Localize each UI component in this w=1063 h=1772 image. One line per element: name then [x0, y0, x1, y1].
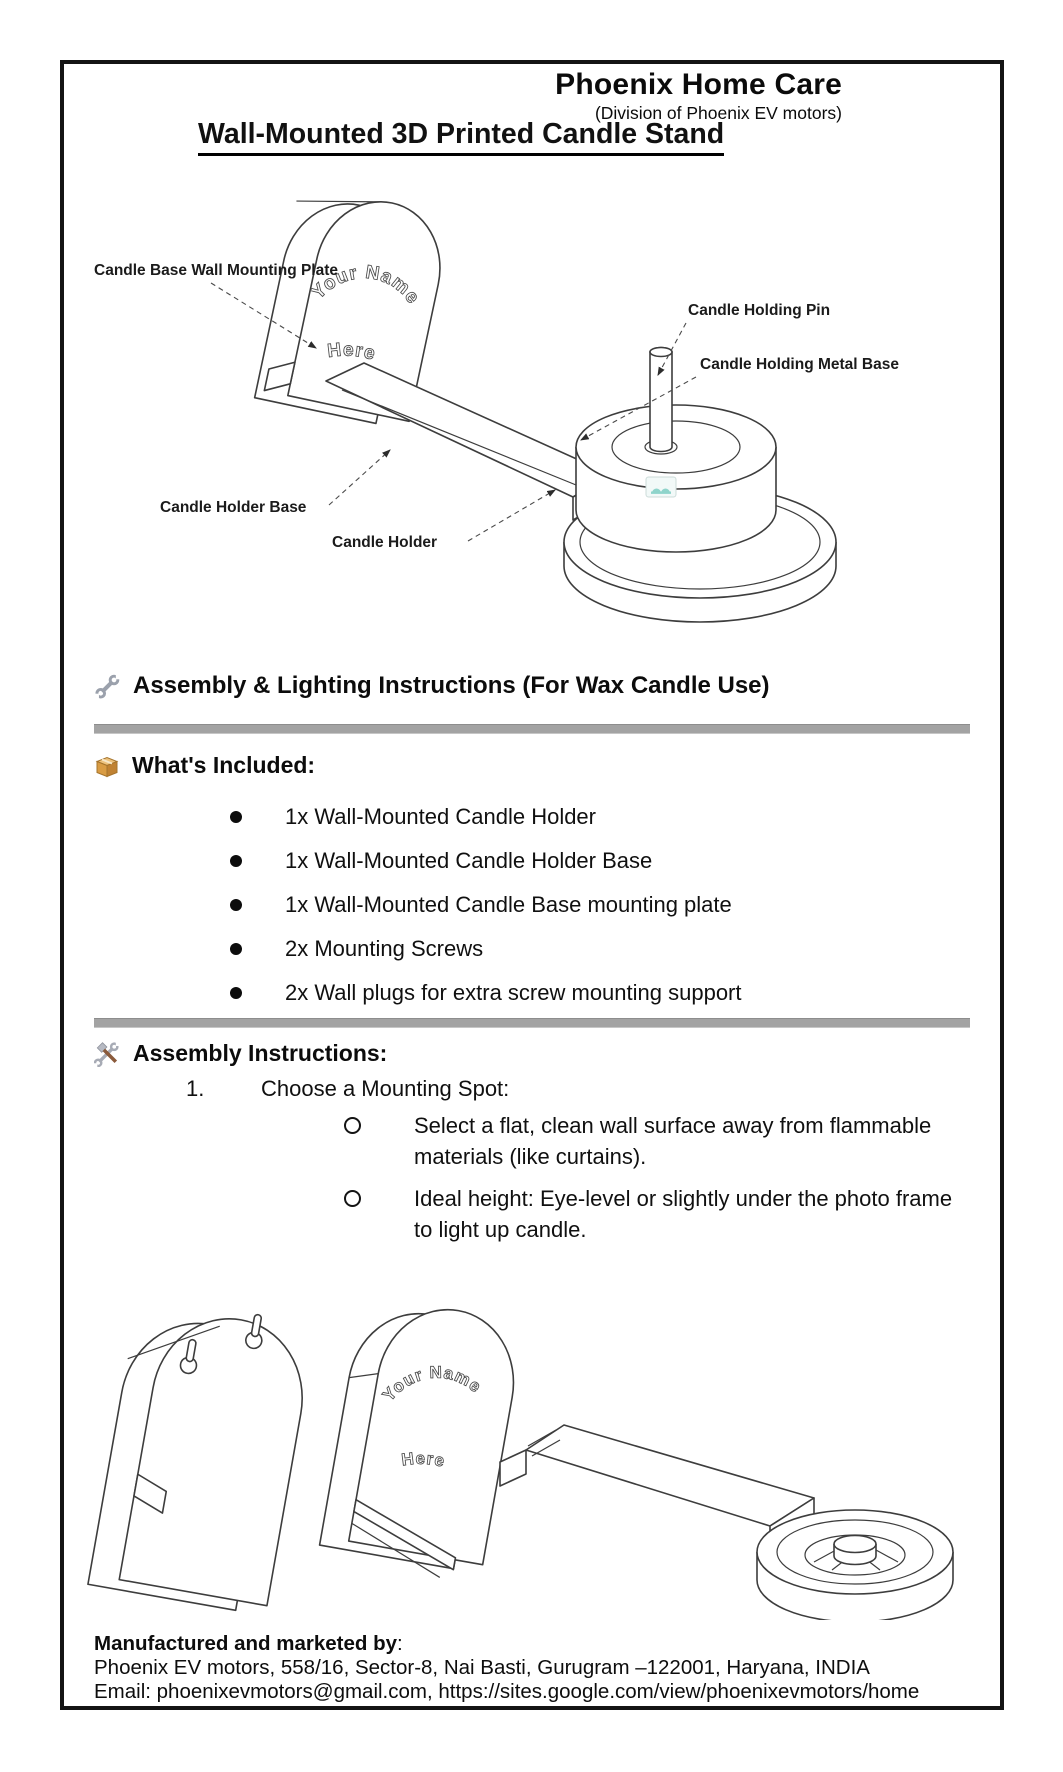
page-border-frame [60, 60, 1004, 1710]
circle-bullet-icon [344, 1190, 361, 1207]
document-title: Wall-Mounted 3D Printed Candle Stand [198, 118, 724, 156]
list-item: 2x Wall plugs for extra screw mounting support [230, 980, 742, 1006]
parts-exploded-diagram [70, 1250, 1000, 1620]
bullet-icon [230, 987, 242, 999]
footer-made-by-line: Manufactured and marketed by: [94, 1632, 403, 1655]
section-divider [94, 1018, 970, 1028]
bullet-icon [230, 855, 242, 867]
brand-subtitle: (Division of Phoenix EV motors) [594, 103, 842, 123]
assembly-instructions-heading: Assembly Instructions: [133, 1040, 388, 1066]
holding-pin-drawing [650, 348, 672, 452]
arm-and-holder-drawing [500, 1425, 953, 1620]
list-item: 1x Wall-Mounted Candle Holder Base [230, 848, 742, 874]
hammer-wrench-icon [94, 1040, 121, 1067]
list-item: 2x Mounting Screws [230, 936, 742, 962]
footer-contact-line: Email: phoenixevmotors@gmail.com, https://sites.google.com/view/phoenixevmotors/home [94, 1680, 920, 1703]
wrench-icon [94, 673, 121, 700]
name-plate-drawing [318, 1294, 526, 1584]
label-holding-pin: Candle Holding Pin [688, 302, 831, 319]
bullet-icon [230, 899, 242, 911]
whats-included-heading-row [94, 752, 315, 779]
brand-header [555, 68, 842, 124]
package-icon [94, 753, 120, 779]
footer-address-line: Phoenix EV motors, 558/16, Sector-8, Nai Basti, Gurugram –122001, Haryana, INDIA [94, 1656, 870, 1679]
list-item: 1x Wall-Mounted Candle Holder [230, 804, 742, 830]
embossed-here-text: Here [326, 339, 379, 365]
back-plate-drawing [88, 1294, 316, 1616]
substep-item: Ideal height: Eye-level or slightly under the photo frame to light up candle. [414, 1183, 959, 1245]
list-item: 1x Wall-Mounted Candle Base mounting plate [230, 892, 742, 918]
bullet-icon [230, 943, 242, 955]
label-mounting-plate: Candle Base Wall Mounting Plate [94, 262, 339, 279]
holder-base-arm-drawing [326, 363, 612, 520]
substep-item: Select a flat, clean wall surface away from flammable materials (like curtains). [414, 1110, 959, 1172]
substep-list [414, 1110, 959, 1256]
embossed-name-text: Your Name [378, 1362, 486, 1405]
label-holder: Candle Holder [332, 534, 438, 551]
circle-bullet-icon [344, 1117, 361, 1134]
label-holder-base: Candle Holder Base [160, 499, 307, 516]
photo-watermark-icon [646, 477, 676, 497]
embossed-here-text: Here [400, 1448, 447, 1471]
assembled-candle-stand-diagram [76, 185, 976, 670]
assembly-lighting-heading: Assembly & Lighting Instructions (For Wax Candle Use) [133, 672, 770, 699]
section-divider [94, 724, 970, 734]
label-metal-base: Candle Holding Metal Base [700, 356, 899, 373]
whats-included-heading: What's Included: [132, 752, 316, 778]
included-items-list [230, 804, 742, 1024]
brand-title: Phoenix Home Care [555, 68, 842, 101]
assembly-lighting-heading-row [94, 672, 770, 700]
embossed-name-text: Your Name [307, 261, 424, 309]
step-number: 1. [186, 1076, 205, 1101]
step-title: Choose a Mounting Spot: [261, 1076, 510, 1101]
assembly-instructions-heading-row [94, 1040, 387, 1067]
manufacturer-footer [94, 1632, 919, 1704]
bullet-icon [230, 811, 242, 823]
